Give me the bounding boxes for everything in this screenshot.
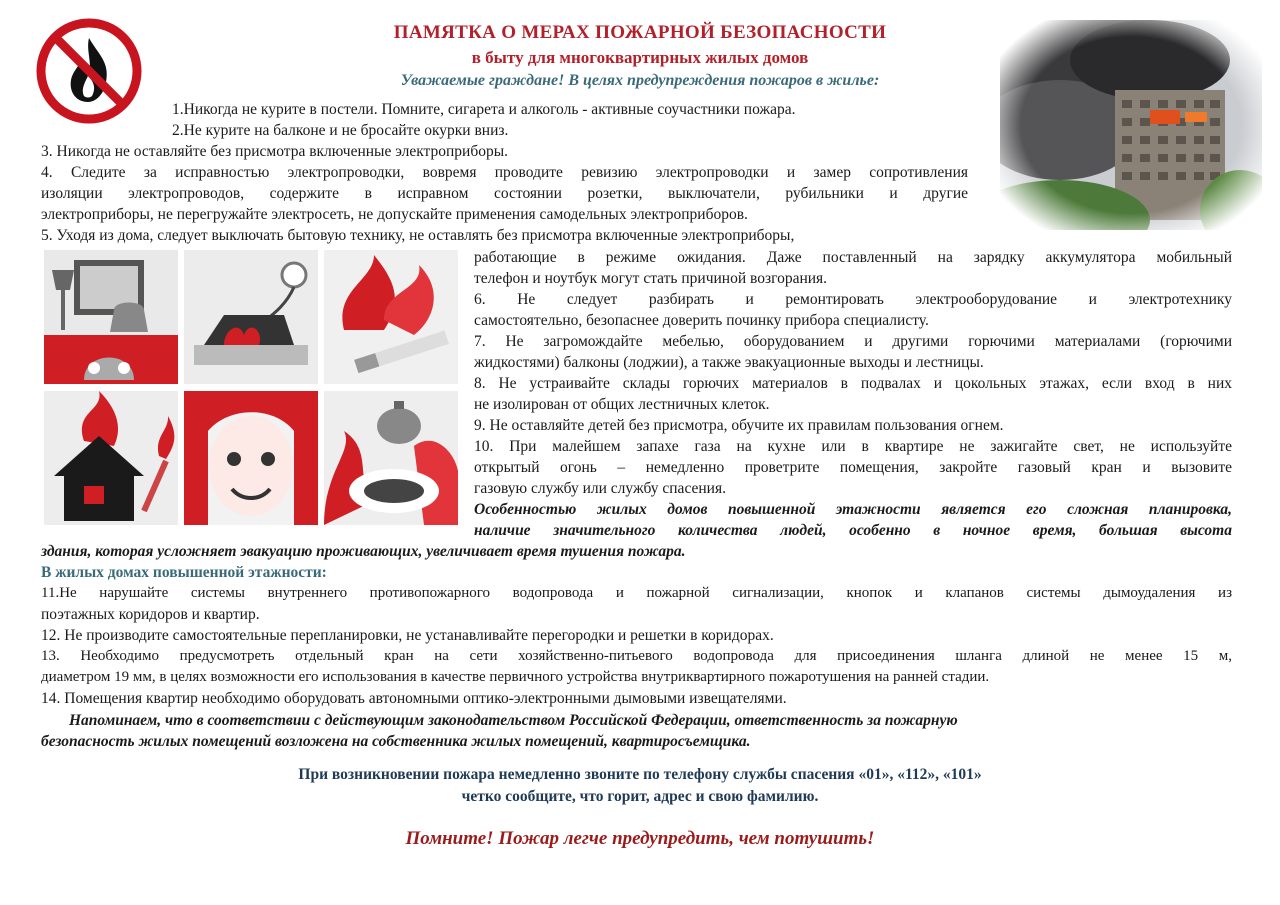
rule-13-line-2: диаметром 19 мм, в целях возможности его использования в качестве первичного устройства внутриквартирного пожаротушения на ранней стадии. bbox=[41, 669, 990, 685]
feature-line-2: наличие значительного количества людей, особенно в ночное время, большая высота bbox=[474, 522, 1232, 539]
emergency-line-1: При возникновении пожара немедленно звоните по телефону службы спасения «01», «112», «101» bbox=[298, 766, 982, 783]
rule-11-line-1: 11.Не нарушайте системы внутреннего противопожарного водопровода и пожарной сигнализации, кнопок и клапанов системы дымоудаления из bbox=[41, 585, 1232, 601]
rule-13-line-1: 13. Необходимо предусмотреть отдельный кран на сети хозяйственно-питьевого водопровода для присоединения шланга длиной не менее 15 м, bbox=[41, 648, 1232, 664]
rule-10-line-1: 10. При малейшем запахе газа на кухне или в квартире не зажигайте свет, не используйте bbox=[474, 438, 1232, 455]
highrise-heading: В жилых домах повышенной этажности: bbox=[41, 564, 327, 581]
rule-3: 3. Никогда не оставляйте без присмотра включенные электроприборы. bbox=[41, 143, 509, 160]
rule-8-line-1: 8. Не устраивайте склады горючих материалов в подвалах и цокольных этажах, если вход в них bbox=[474, 375, 1232, 392]
rule-4-line-3: электроприборы, не перегружайте электросеть, не допускайте применения самодельных электроприборов. bbox=[41, 206, 748, 223]
page-subtitle: в быту для многоквартирных жилых домов bbox=[471, 48, 809, 67]
rule-14: 14. Помещения квартир необходимо оборудовать автономными оптико-электронными дымовыми извещателями. bbox=[41, 690, 787, 707]
rule-12: 12. Не производите самостоятельные перепланировки, не устанавливайте перегородки и решетки в коридорах. bbox=[41, 627, 774, 644]
rule-10-line-2: открытый огонь – немедленно проветрите помещения, закройте газовый кран и вызовите bbox=[474, 459, 1232, 476]
reminder-line-2: безопасность жилых помещений возложена на собственника жилых помещений, квартиросъемщика. bbox=[41, 733, 751, 750]
rule-7-line-2: жидкостями) балконы (лоджии), а также эвакуационные выходы и лестницы. bbox=[474, 354, 984, 371]
rule-11-line-2: поэтажных коридоров и квартир. bbox=[41, 606, 260, 623]
rule-8-line-2: не изолирован от общих лестничных клеток. bbox=[474, 396, 770, 413]
feature-line-3: здания, которая усложняет эвакуацию проживающих, увеличивает время тушения пожара. bbox=[41, 543, 686, 560]
rule-5-line-3: телефон и ноутбук могут стать причиной возгорания. bbox=[474, 270, 828, 287]
slogan: Помните! Пожар легче предупредить, чем потушить! bbox=[405, 828, 875, 849]
rule-10-line-3: газовую службу или службу спасения. bbox=[474, 480, 726, 497]
rule-9: 9. Не оставляйте детей без присмотра, обучите их правилам пользования огнем. bbox=[474, 417, 1004, 434]
reminder-line-1: Напоминаем, что в соответствии с действующим законодательством Российской Федерации, ответственность за пожарную bbox=[69, 712, 958, 729]
lamp-kettle-fire-illustration bbox=[44, 250, 178, 384]
burning-house-illustration bbox=[44, 391, 178, 525]
illustration-grid bbox=[44, 250, 458, 525]
feature-line-1: Особенностью жилых домов повышенной этажности является его сложная планировка, bbox=[474, 501, 1232, 518]
cigarette-fire-illustration bbox=[324, 250, 458, 384]
rule-1: 1.Никогда не курите в постели. Помните, сигарета и алкоголь - активные соучастники пожара. bbox=[172, 101, 796, 118]
page-title: ПАМЯТКА О МЕРАХ ПОЖАРНОЙ БЕЗОПАСНОСТИ bbox=[393, 22, 887, 43]
rule-5-line-1: 5. Уходя из дома, следует выключать бытовую технику, не оставлять без присмотра включенные электроприборы, bbox=[41, 227, 795, 244]
greeting: Уважаемые граждане! В целях предупреждения пожаров в жилье: bbox=[400, 72, 880, 89]
emergency-line-2: четко сообщите, что горит, адрес и свою фамилию. bbox=[461, 788, 819, 805]
rule-6-line-1: 6. Не следует разбирать и ремонтировать электрооборудование и электротехнику bbox=[474, 291, 1232, 308]
rule-2: 2.Не курите на балконе и не бросайте окурки вниз. bbox=[172, 122, 509, 139]
iron-fire-illustration bbox=[184, 250, 318, 384]
rule-5-line-2: работающие в режиме ожидания. Даже поставленный на зарядку аккумулятора мобильный bbox=[474, 249, 1232, 266]
rule-7-line-1: 7. Не загромождайте мебелью, оборудованием и другими горючими материалами (горючими bbox=[474, 333, 1232, 350]
rule-6-line-2: самостоятельно, безопаснее доверить починку прибора специалисту. bbox=[474, 312, 929, 329]
rule-4-line-1: 4. Следите за исправностью электропроводки, вовремя проводите ревизию электропроводки и замер сопротивления bbox=[41, 164, 968, 181]
rule-4-line-2: изоляции электропроводов, содержите в исправном состоянии розетки, выключатели, рубильники и другие bbox=[41, 185, 968, 202]
child-face-illustration bbox=[184, 391, 318, 525]
gas-stove-fire-illustration bbox=[324, 391, 458, 525]
